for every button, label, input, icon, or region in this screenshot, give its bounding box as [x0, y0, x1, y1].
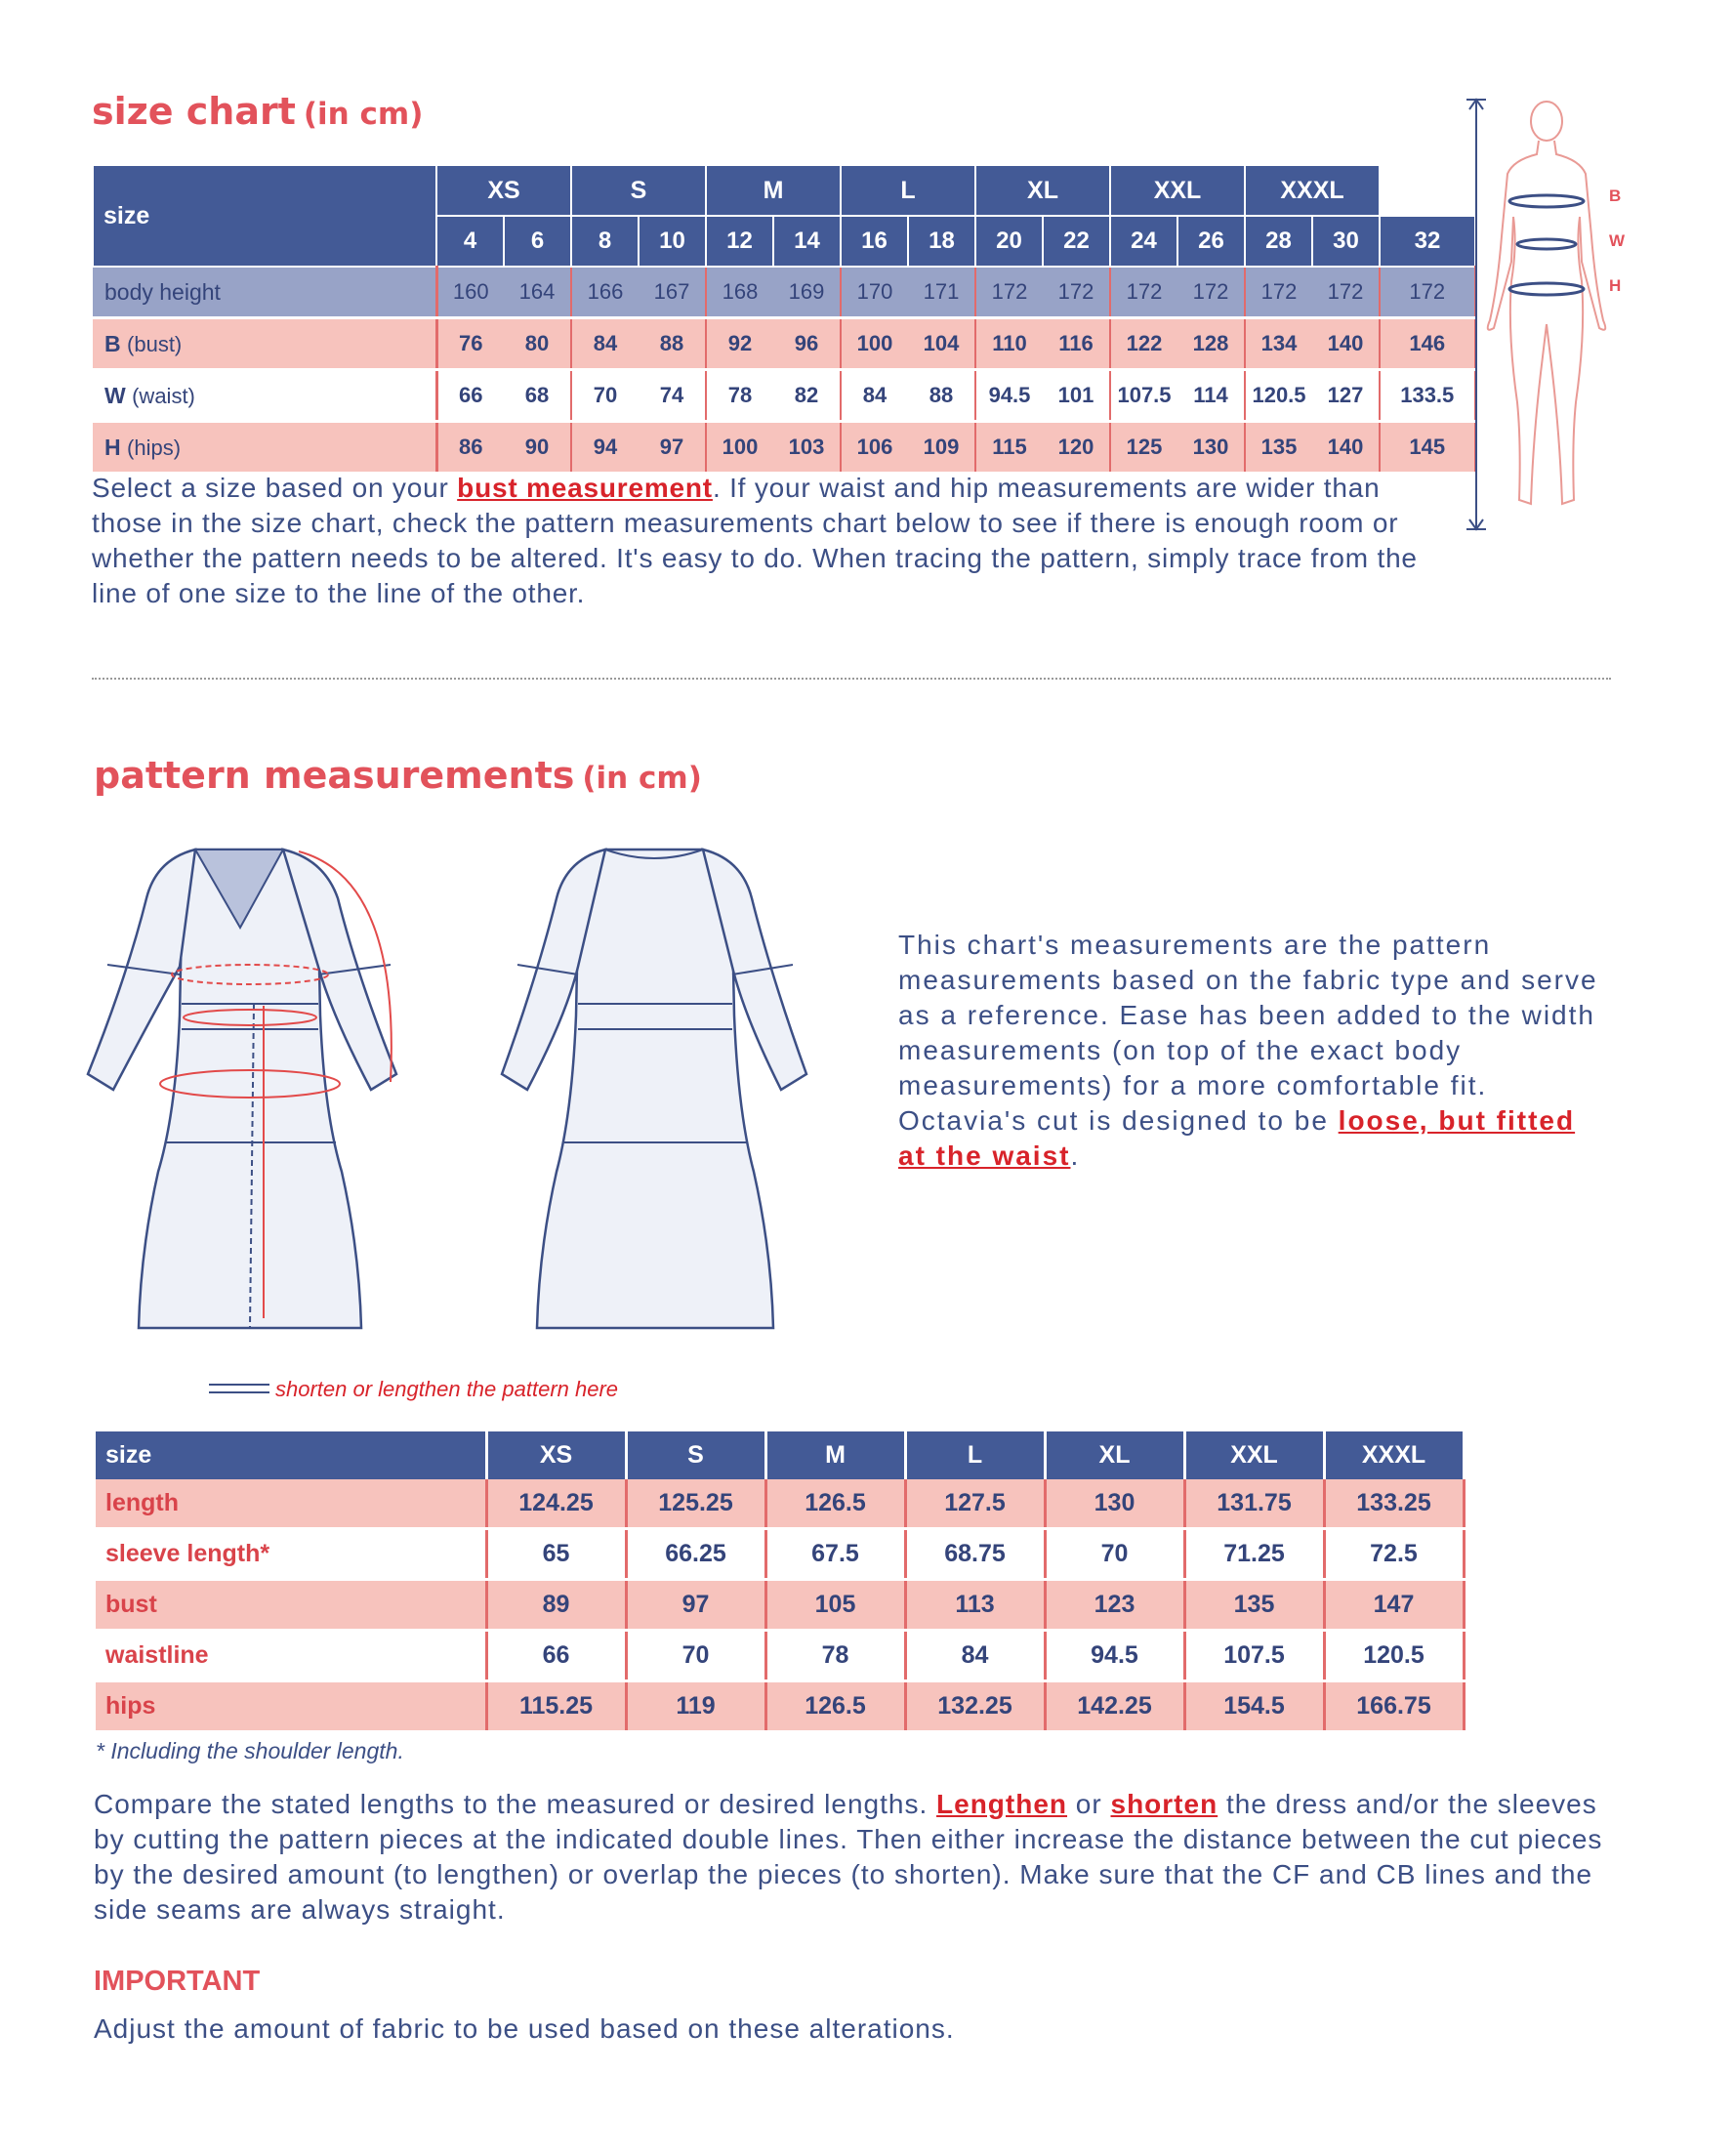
pattern-title: [94, 754, 702, 797]
double-line-legend-icon: [209, 1381, 269, 1396]
size-chart-cell: 78: [706, 370, 773, 422]
pattern-cell: 142.25: [1045, 1681, 1184, 1732]
size-chart-row-label: W (waist): [93, 370, 436, 422]
size-chart-cell: 68: [504, 370, 571, 422]
pattern-cell: 126.5: [765, 1681, 905, 1732]
compare-paragraph: Compare the stated lengths to the measured or desired lengths. Lengthen or shorten the dress and/or the sleeves by cutting the pattern pieces at the indicated double lines. Then either increase the distance between the cut pieces by the desired amount (to lengthen) or overlap the pieces (to shorten). Make sure that the CF and CB lines and the side seams are always straight.: [94, 1789, 1603, 1925]
pattern-cell: 67.5: [765, 1529, 905, 1580]
pattern-cell: 147: [1324, 1580, 1464, 1631]
size-number-header: 4: [436, 216, 504, 267]
size-chart-cell: 167: [639, 267, 706, 318]
pattern-cell: 123: [1045, 1580, 1184, 1631]
size-chart-cell: 140: [1312, 422, 1380, 474]
pattern-cell: 72.5: [1324, 1529, 1464, 1580]
shorten-link[interactable]: shorten: [1110, 1789, 1218, 1819]
size-chart-cell: 140: [1312, 318, 1380, 370]
size-chart-table: [92, 164, 1477, 475]
size-group-header: M: [706, 165, 841, 216]
body-figure-illustration: [1455, 90, 1631, 539]
waist-marker-label: W: [1609, 231, 1626, 250]
size-chart-row-label: H (hips): [93, 422, 436, 474]
size-chart-cell: 110: [975, 318, 1043, 370]
size-chart-cell: 146: [1380, 318, 1475, 370]
size-chart-cell: 127: [1312, 370, 1380, 422]
size-chart-cell: 86: [436, 422, 504, 474]
pattern-size-header: L: [905, 1431, 1045, 1479]
size-group-header: XXXL: [1245, 165, 1380, 216]
pattern-size-header: S: [626, 1431, 765, 1479]
section-divider: [92, 678, 1611, 680]
footnote: * Including the shoulder length.: [96, 1738, 404, 1763]
pattern-size-header: XXL: [1184, 1431, 1324, 1479]
size-chart-heading: size chart: [92, 90, 296, 133]
size-chart-cell: 88: [639, 318, 706, 370]
size-chart-cell: 84: [571, 318, 639, 370]
size-chart-cell: 169: [773, 267, 841, 318]
important-text: Adjust the amount of fabric to be used based on these alterations.: [94, 2013, 955, 2044]
size-number-header: 6: [504, 216, 571, 267]
size-chart-cell: 90: [504, 422, 571, 474]
size-chart-cell: 109: [908, 422, 975, 474]
size-number-header: 22: [1043, 216, 1110, 267]
size-chart-cell: 94: [571, 422, 639, 474]
size-chart-cell: 82: [773, 370, 841, 422]
size-header-label: size: [93, 165, 436, 267]
size-chart-cell: 172: [1110, 267, 1177, 318]
size-chart-cell: 164: [504, 267, 571, 318]
pattern-cell: 135: [1184, 1580, 1324, 1631]
size-chart-cell: 171: [908, 267, 975, 318]
size-chart-cell: 168: [706, 267, 773, 318]
size-number-header: 28: [1245, 216, 1312, 267]
pattern-cell: 94.5: [1045, 1631, 1184, 1681]
pattern-row: [96, 1681, 1464, 1732]
size-chart-cell: 172: [1245, 267, 1312, 318]
pattern-cell: 66: [486, 1631, 626, 1681]
pattern-cell: 120.5: [1324, 1631, 1464, 1681]
pattern-cell: 131.75: [1184, 1479, 1324, 1529]
size-chart-cell: 166: [571, 267, 639, 318]
size-chart-cell: 97: [639, 422, 706, 474]
size-chart-cell: 115: [975, 422, 1043, 474]
pattern-cell: 113: [905, 1580, 1045, 1631]
pattern-cell: 89: [486, 1580, 626, 1631]
dress-front-illustration: [68, 840, 420, 1348]
size-number-header: 12: [706, 216, 773, 267]
size-chart-cell: 122: [1110, 318, 1177, 370]
size-group-header: S: [571, 165, 706, 216]
size-number-header: 8: [571, 216, 639, 267]
lengthen-link[interactable]: Lengthen: [936, 1789, 1068, 1819]
size-number-header: 10: [639, 216, 706, 267]
pattern-row: [96, 1631, 1464, 1681]
legend-text: shorten or lengthen the pattern here: [275, 1377, 619, 1401]
size-chart-cell: 114: [1177, 370, 1245, 422]
size-chart-cell: 120.5: [1245, 370, 1312, 422]
size-chart-cell: 66: [436, 370, 504, 422]
pattern-cell: 70: [626, 1631, 765, 1681]
pattern-cell: 97: [626, 1580, 765, 1631]
pattern-cell: 133.25: [1324, 1479, 1464, 1529]
important-heading: IMPORTANT: [94, 1966, 261, 1997]
size-group-header: L: [841, 165, 975, 216]
pattern-table: [96, 1431, 1466, 1733]
size-group-header: XS: [436, 165, 571, 216]
size-chart-cell: 100: [841, 318, 908, 370]
pattern-cell: 78: [765, 1631, 905, 1681]
pattern-header-row: [96, 1431, 1464, 1479]
pattern-cell: 132.25: [905, 1681, 1045, 1732]
pattern-cell: 130: [1045, 1479, 1184, 1529]
size-chart-row: [93, 422, 1475, 474]
size-chart-cell: 103: [773, 422, 841, 474]
size-chart-cell: 88: [908, 370, 975, 422]
bust-measurement-link[interactable]: bust measurement: [457, 473, 713, 503]
size-chart-cell: 145: [1380, 422, 1475, 474]
size-number-header: 32: [1380, 216, 1475, 267]
size-chart-cell: 70: [571, 370, 639, 422]
pattern-row: [96, 1479, 1464, 1529]
pattern-size-header: M: [765, 1431, 905, 1479]
size-chart-row: [93, 267, 1475, 318]
size-number-header: 14: [773, 216, 841, 267]
size-group-header: XL: [975, 165, 1110, 216]
pattern-cell: 71.25: [1184, 1529, 1324, 1580]
pattern-cell: 126.5: [765, 1479, 905, 1529]
pattern-row: [96, 1580, 1464, 1631]
size-chart-cell: 135: [1245, 422, 1312, 474]
size-chart-cell: 172: [1312, 267, 1380, 318]
size-chart-cell: 160: [436, 267, 504, 318]
size-number-header: 18: [908, 216, 975, 267]
pattern-heading: pattern measurements: [94, 754, 575, 797]
pattern-cell: 127.5: [905, 1479, 1045, 1529]
size-chart-cell: 106: [841, 422, 908, 474]
size-chart-cell: 125: [1110, 422, 1177, 474]
pattern-unit: (in cm): [582, 761, 702, 796]
size-chart-cell: 94.5: [975, 370, 1043, 422]
size-chart-cell: 133.5: [1380, 370, 1475, 422]
pattern-cell: 154.5: [1184, 1681, 1324, 1732]
pattern-row-label: sleeve length*: [96, 1529, 486, 1580]
size-chart-cell: 101: [1043, 370, 1110, 422]
size-chart-cell: 172: [1380, 267, 1475, 318]
size-chart-cell: 84: [841, 370, 908, 422]
size-chart-row: [93, 318, 1475, 370]
size-chart-cell: 100: [706, 422, 773, 474]
size-group-row: [93, 165, 1475, 216]
pattern-cell: 66.25: [626, 1529, 765, 1580]
pattern-row: [96, 1529, 1464, 1580]
pattern-cell: 65: [486, 1529, 626, 1580]
pattern-cell: 84: [905, 1631, 1045, 1681]
pattern-row-label: length: [96, 1479, 486, 1529]
size-chart-cell: 104: [908, 318, 975, 370]
pattern-row-label: hips: [96, 1681, 486, 1732]
pattern-size-header: XL: [1045, 1431, 1184, 1479]
pattern-cell: 119: [626, 1681, 765, 1732]
size-chart-cell: 130: [1177, 422, 1245, 474]
size-number-header: 30: [1312, 216, 1380, 267]
size-chart-cell: 170: [841, 267, 908, 318]
size-chart-cell: 172: [975, 267, 1043, 318]
size-chart-row: [93, 370, 1475, 422]
pattern-size-header: XS: [486, 1431, 626, 1479]
size-number-header: 24: [1110, 216, 1177, 267]
pattern-row-label: waistline: [96, 1631, 486, 1681]
size-chart-cell: 74: [639, 370, 706, 422]
pattern-cell: 70: [1045, 1529, 1184, 1580]
size-number-header: 26: [1177, 216, 1245, 267]
pattern-cell: 124.25: [486, 1479, 626, 1529]
pattern-row-label: bust: [96, 1580, 486, 1631]
dress-back-illustration: [488, 840, 820, 1348]
size-chart-cell: 134: [1245, 318, 1312, 370]
size-chart-cell: 80: [504, 318, 571, 370]
pattern-cell: 115.25: [486, 1681, 626, 1732]
pattern-description: This chart's measurements are the pattern measurements based on the fabric type and serve as a reference. Ease has been added to the width measurements (on top of the exact body measurements) for a more comfortable fit. Octavia's cut is designed to be loose, but fitted at the waist.: [898, 930, 1598, 1171]
size-chart-cell: 128: [1177, 318, 1245, 370]
bust-marker-label: B: [1609, 187, 1622, 205]
pattern-size-label: size: [96, 1431, 486, 1479]
size-chart-cell: 172: [1177, 267, 1245, 318]
size-chart-cell: 76: [436, 318, 504, 370]
size-chart-cell: 92: [706, 318, 773, 370]
size-chart-row-label: body height: [93, 267, 436, 318]
pattern-cell: 166.75: [1324, 1681, 1464, 1732]
size-chart-title: [92, 90, 423, 133]
size-chart-row-label: B (bust): [93, 318, 436, 370]
loose-fitted-link[interactable]: loose, but fitted at the waist: [898, 1105, 1576, 1171]
size-number-header: 16: [841, 216, 908, 267]
size-chart-unit: (in cm): [303, 97, 424, 132]
hips-marker-label: H: [1609, 276, 1622, 295]
size-chart-cell: 116: [1043, 318, 1110, 370]
pattern-cell: 68.75: [905, 1529, 1045, 1580]
size-chart-cell: 96: [773, 318, 841, 370]
size-chart-cell: 107.5: [1110, 370, 1177, 422]
size-chart-cell: 120: [1043, 422, 1110, 474]
pattern-cell: 125.25: [626, 1479, 765, 1529]
size-advice-paragraph: Select a size based on your bust measurement. If your waist and hip measurements are wider than those in the size chart, check the pattern measurements chart below to see if there is enough room or whether the pattern needs to be altered. It's easy to do. When tracing the pattern, simply trace from the line of one size to the line of the other.: [92, 473, 1418, 608]
size-group-header: XXL: [1110, 165, 1245, 216]
size-number-header: 20: [975, 216, 1043, 267]
size-chart-cell: 172: [1043, 267, 1110, 318]
pattern-cell: 105: [765, 1580, 905, 1631]
pattern-size-header: XXXL: [1324, 1431, 1464, 1479]
pattern-cell: 107.5: [1184, 1631, 1324, 1681]
